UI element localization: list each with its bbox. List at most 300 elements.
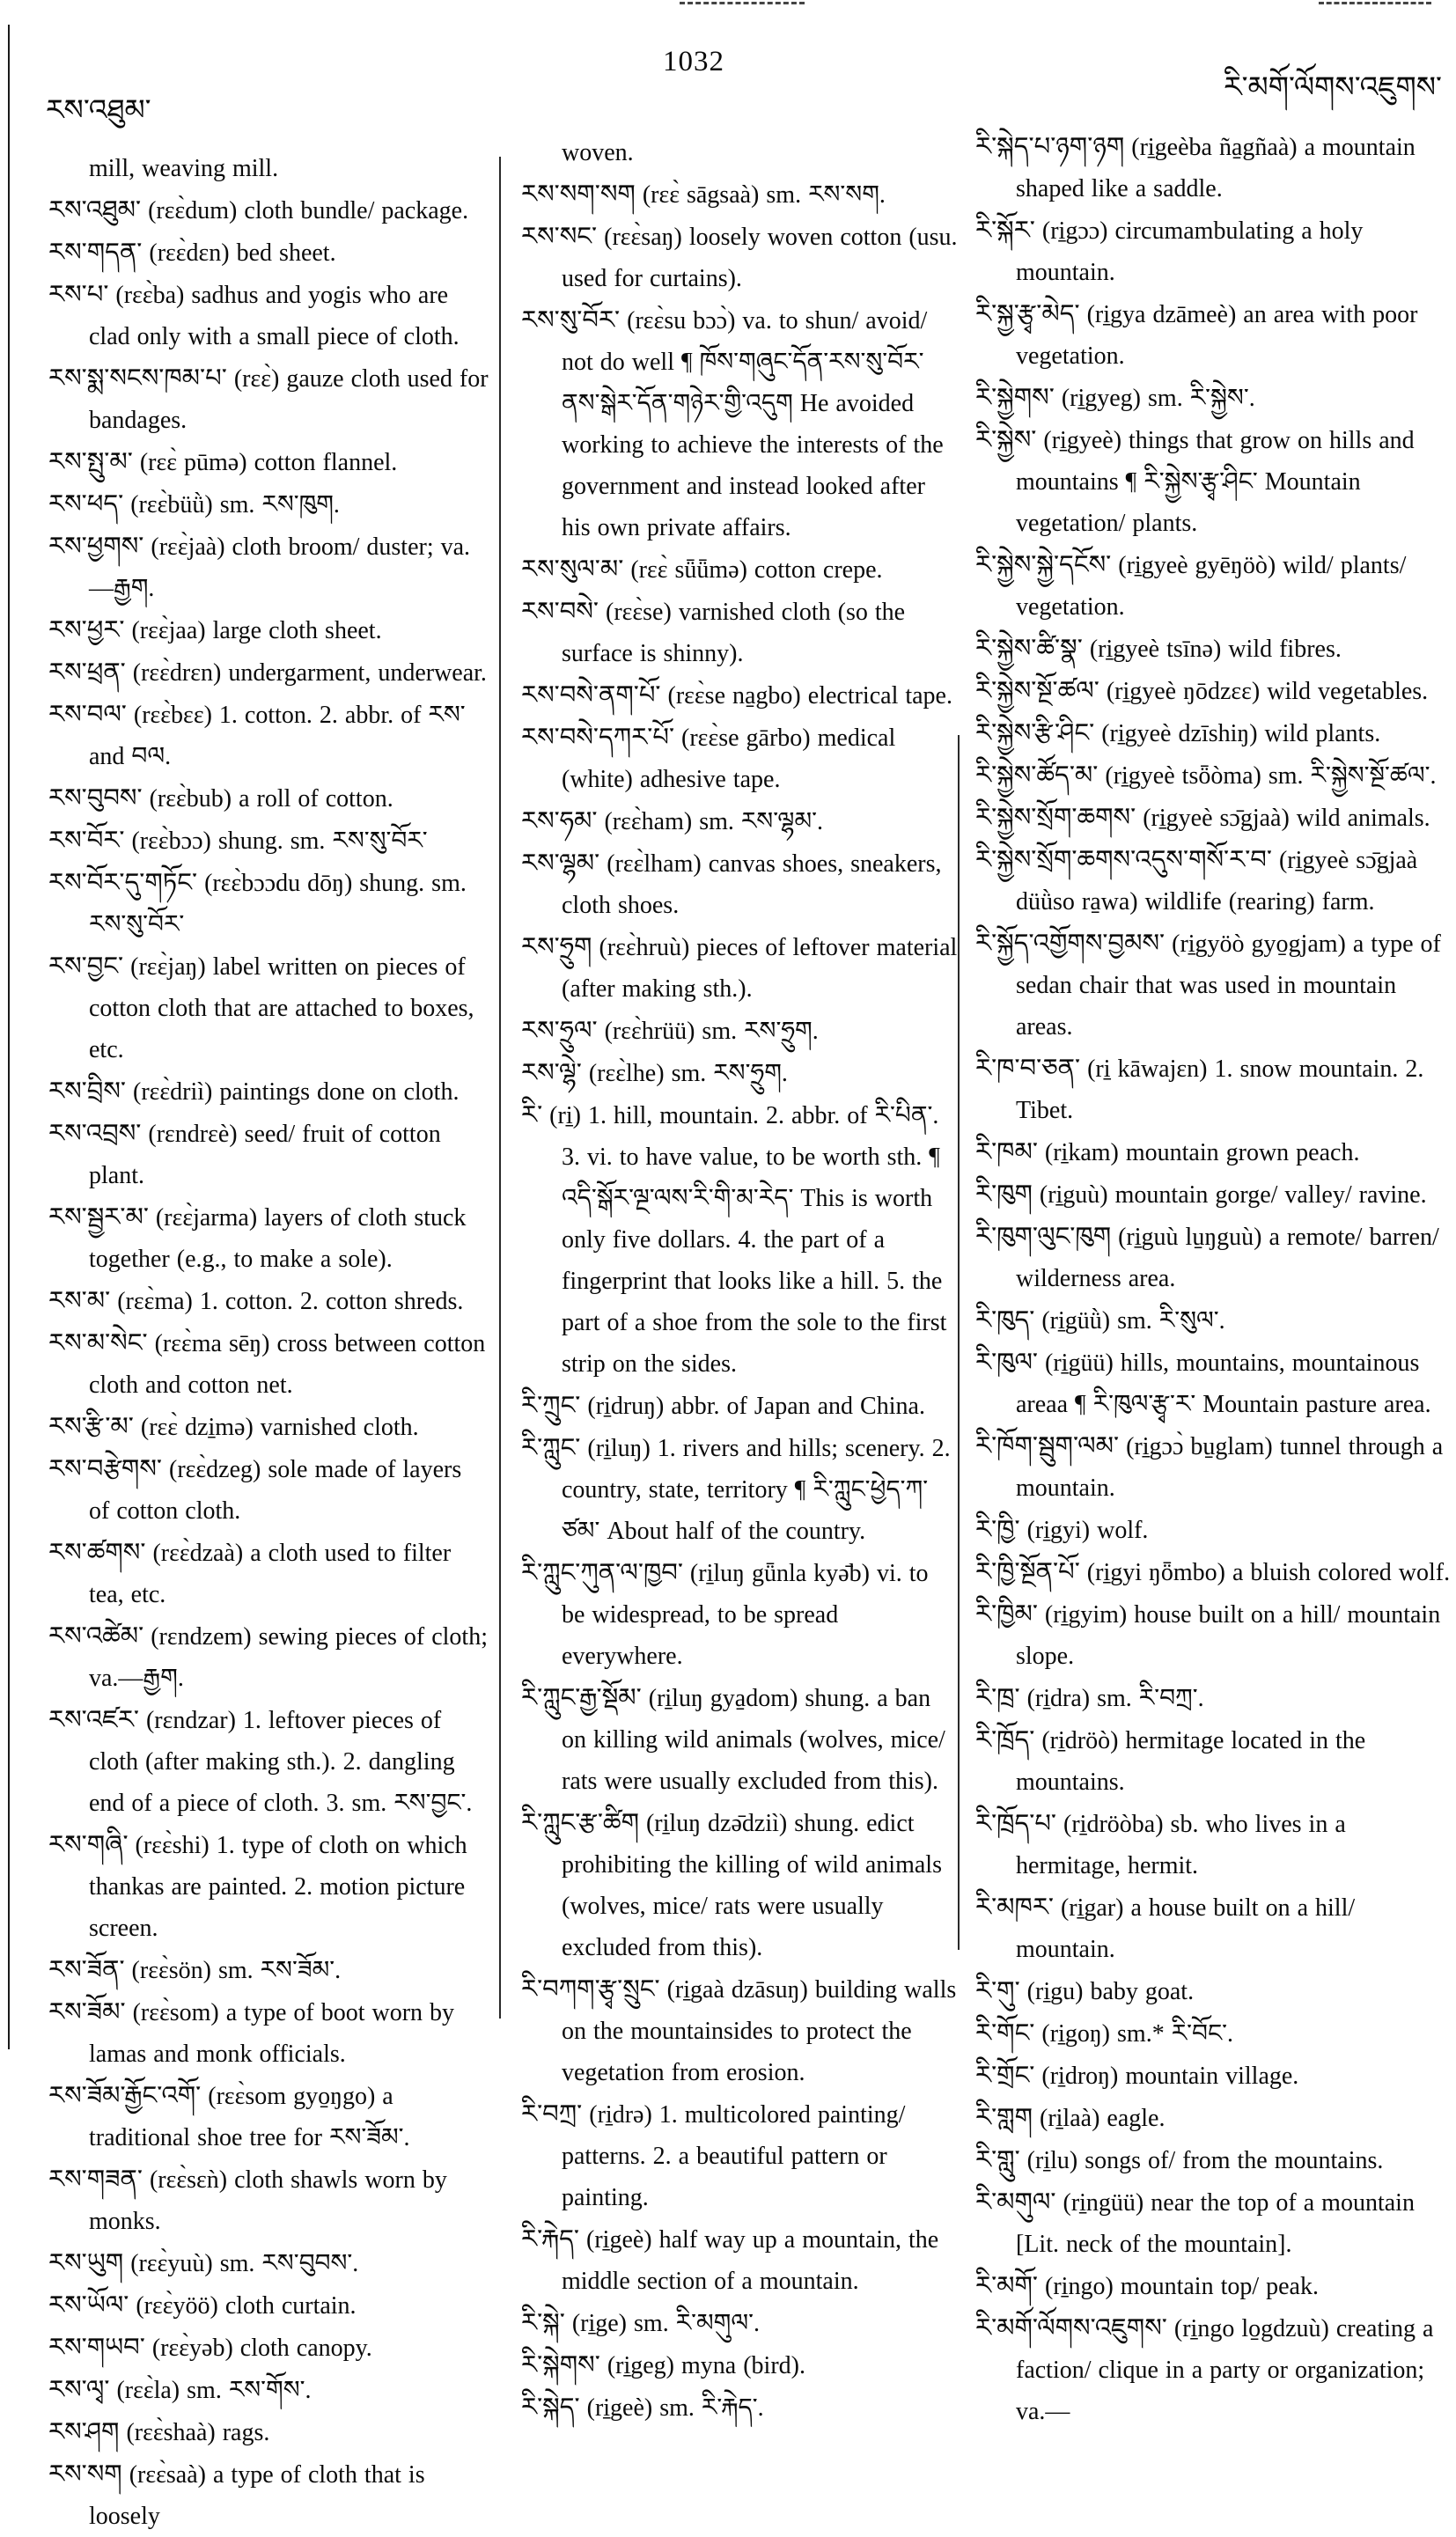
dictionary-entry bbox=[48, 1699, 489, 1824]
dictionary-entry bbox=[48, 1196, 489, 1280]
headword-tibetan: རས་མ་སེང་ bbox=[48, 1327, 148, 1357]
headword-tibetan: རས་འབྲས་ bbox=[48, 1118, 142, 1148]
definition-text: shung. a ban on killing wild animals (wolves, mice/ rats were usually excluded from this). bbox=[562, 1685, 945, 1795]
headword-phonetic: (rɛɛ̀sɛǹ) bbox=[142, 2166, 235, 2194]
headword-phonetic: (ri̱gar) bbox=[1053, 1894, 1131, 1922]
dictionary-entry bbox=[521, 1677, 958, 1802]
dictionary-entry bbox=[521, 2344, 958, 2386]
headword-phonetic: (rɛɛ̀sön) bbox=[124, 1957, 218, 1984]
headword-tibetan: རི་མགོ་ bbox=[975, 2270, 1039, 2300]
dictionary-entry bbox=[975, 2055, 1451, 2097]
dictionary-entry bbox=[48, 232, 489, 274]
headword-tibetan: རས་འཛར་ bbox=[48, 1704, 139, 1734]
definition-text: a type of sedan chair that was used in mountain areas. bbox=[1016, 930, 1441, 1041]
headword-phonetic: (rɛɛ̀dzaà) bbox=[145, 1540, 251, 1567]
headword-tibetan: རི་ཁུག bbox=[975, 1179, 1033, 1209]
headword-tibetan: རས་གཞི་ bbox=[48, 1829, 129, 1859]
headword-phonetic: (ri̱gyeè ŋōdzɛɛ) bbox=[1099, 678, 1268, 705]
headword-phonetic: (ri̱gyöò gyo̱gjam) bbox=[1165, 930, 1353, 958]
headword-tibetan: རས་གཟན་ bbox=[48, 2164, 143, 2194]
definition-text: hermitage located in the mountains. bbox=[1016, 1727, 1366, 1796]
definition-text: cloth canopy. bbox=[239, 2335, 372, 2362]
definition-text: sm. རི་སྐྱེས་. bbox=[1148, 385, 1255, 412]
definition-text: mountain grown peach. bbox=[1125, 1139, 1360, 1166]
definition-text: building walls on the mountainsides to protect the vegetation from erosion. bbox=[562, 1976, 957, 2086]
definition-text: songs of/ from the mountains. bbox=[1085, 2147, 1384, 2174]
dictionary-entry bbox=[521, 1968, 958, 2093]
dictionary-entry bbox=[975, 839, 1451, 923]
headword-phonetic: (rɛɛ̀dɛn) bbox=[142, 239, 237, 267]
headword-tibetan: རི་སྐེད་ bbox=[521, 2392, 580, 2422]
dictionary-entry bbox=[521, 591, 958, 674]
definition-text: wild plants. bbox=[1264, 720, 1381, 747]
headword-tibetan: རས་བརྩེགས་ bbox=[48, 1453, 162, 1483]
headword-phonetic: (ri̱ngo lo̱gdzuù) bbox=[1166, 2315, 1336, 2342]
headword-tibetan: རི་སྐྱེས་རྩི་ཤིང་ bbox=[975, 717, 1095, 747]
headword-phonetic: (rɛɛ̀saà) bbox=[121, 2461, 213, 2489]
definition-text: circumambulating a holy mountain. bbox=[1016, 217, 1364, 286]
definition-text: 1. snow mountain. 2. Tibet. bbox=[1016, 1055, 1424, 1124]
headword-phonetic: (rɛɛ̀yöö) bbox=[129, 2292, 225, 2320]
definition-text: sm. རི་རྐེད་. bbox=[659, 2394, 764, 2422]
headword-tibetan: རས་སང་ bbox=[521, 221, 598, 251]
headword-phonetic: (ri̱gyim) bbox=[1037, 1601, 1135, 1629]
headword-tibetan: རས་སྤུ་མ་ bbox=[48, 446, 133, 476]
definition-text: varnished cloth. bbox=[260, 1414, 419, 1441]
definition-text: house built on a hill/ mountain slope. bbox=[1016, 1601, 1441, 1670]
headword-phonetic: (rɛɛ̀se gārbo) bbox=[674, 724, 818, 752]
headword-tibetan: རས་འཐུམ་ bbox=[48, 195, 142, 224]
headword-tibetan: རི་སྐེ་ bbox=[521, 2307, 565, 2337]
definition-text: large cloth sheet. bbox=[212, 617, 382, 644]
headword-phonetic: (rɛɛ̀ dzi̱mə) bbox=[133, 1414, 261, 1441]
headword-tibetan: རས་འཚེམ་ bbox=[48, 1621, 144, 1651]
headword-phonetic: (rɛɛ̀büǜ) bbox=[123, 491, 220, 518]
definition-text: a roll of cotton. bbox=[239, 785, 393, 813]
headword-tibetan: རི་ཁོག་སྦུག་ལམ་ bbox=[975, 1430, 1120, 1460]
headword-phonetic: (rɛɛ̀) bbox=[226, 365, 287, 393]
definition-text: undergarment, underwear. bbox=[228, 659, 487, 687]
column-divider-1 bbox=[499, 157, 501, 2019]
dictionary-entry bbox=[975, 1173, 1451, 1216]
definition-text: a type of cloth that is loosely bbox=[89, 2461, 425, 2530]
headword-phonetic: (rɛndzar) bbox=[138, 1707, 243, 1734]
definition-text: sm. རས་ཧྲུག. bbox=[702, 1018, 819, 1045]
dictionary-entry bbox=[975, 670, 1451, 712]
headword-phonetic: (ri̱droŋ) bbox=[1034, 2063, 1126, 2090]
dictionary-entry bbox=[48, 1406, 489, 1448]
dictionary-entry bbox=[48, 2242, 489, 2284]
definition-text: creating a faction/ clique in a party or organization; va.— bbox=[1016, 2315, 1434, 2425]
headword-phonetic: (rɛɛ̀som gyo̱ŋgo) bbox=[201, 2083, 383, 2110]
headword-tibetan: རི་མགོ་ལོགས་འཇུགས་ bbox=[975, 2313, 1167, 2342]
headword-phonetic: (ri̱kam) bbox=[1037, 1139, 1126, 1166]
dictionary-entry bbox=[48, 189, 489, 232]
headword-tibetan: རི་ཁྱི་ bbox=[975, 1514, 1020, 1544]
headword-tibetan: རི་སྐྱ་རྩྭ་མེད་ bbox=[975, 298, 1080, 328]
definition-text: paintings done on cloth. bbox=[219, 1078, 460, 1106]
headword-phonetic: (rɛɛ̀driì) bbox=[126, 1078, 220, 1106]
dictionary-entry bbox=[975, 1551, 1451, 1593]
dictionary-entry bbox=[521, 173, 958, 216]
headword-tibetan: རི་གྲོང་ bbox=[975, 2060, 1035, 2090]
definition-text: sm. རི་མགུལ་. bbox=[634, 2310, 761, 2337]
headword-phonetic: (rɛɛ̀ham) bbox=[597, 808, 700, 835]
headword-phonetic: (rɛɛ̀yəb) bbox=[144, 2335, 240, 2362]
dictionary-entry bbox=[521, 800, 958, 842]
headword-phonetic: (ri̱luŋ gǖnla kyə̄b) bbox=[682, 1560, 877, 1587]
headword-tibetan: རས་ཡོལ་ bbox=[48, 2290, 129, 2320]
headword-tibetan: རས་ཟོམ་ bbox=[48, 1997, 126, 2026]
definition-text: mountain village. bbox=[1125, 2063, 1299, 2090]
headword-tibetan: རས་ཕྱར་ bbox=[48, 614, 125, 644]
dictionary-entry bbox=[521, 1385, 958, 1427]
headword-phonetic: (rɛɛ̀jaŋ) bbox=[123, 953, 213, 981]
definition-text: hills, mountains, mountainous areaa ¶ རི་ཁུལ་རྩྭ་ར་ Mountain pasture area. bbox=[1016, 1349, 1431, 1418]
headword-tibetan: རི་ཁྲོད་པ་ bbox=[975, 1808, 1057, 1838]
definition-text: baby goat. bbox=[1090, 1978, 1195, 2005]
dictionary-entry bbox=[521, 674, 958, 717]
headword-phonetic: (rɛɛ̀bɔɔdu dōŋ) bbox=[197, 870, 360, 897]
definition-text: cross between cotton cloth and cotton net. bbox=[89, 1330, 486, 1399]
guide-word-left: རས་འཐུམ་ bbox=[46, 92, 151, 127]
headword-phonetic: (rɛɛ̀som) bbox=[125, 1999, 226, 2026]
definition-text: 1. hill, mountain. 2. abbr. of རི་པིན་. 3. vi. to have value, to be worth sth. ¶ འདི་སྒོར་ལྔ་ལས་རི་གི་མ་རེད་ This is worth only five dollars. 4. the part of a fingerprint that looks like a hill. 5. the part of a shoe from the sole to the first strip on the sides. bbox=[562, 1102, 947, 1378]
headword-tibetan: རས་ཧྲུལ་ bbox=[521, 1015, 598, 1045]
headword-tibetan: རས་གཡབ་ bbox=[48, 2332, 145, 2362]
dictionary-entry bbox=[48, 777, 489, 820]
definition-text: sm. རས་ཧྲུག. bbox=[671, 1060, 788, 1087]
dictionary-entry bbox=[48, 2075, 489, 2158]
headword-phonetic: (rɛɛ̀bɔɔ) bbox=[124, 827, 218, 855]
dictionary-entry bbox=[975, 1131, 1451, 1173]
headword-tibetan: རས་སྨ་སངས་ཁམ་པ་ bbox=[48, 363, 227, 393]
definition-text: sole made of layers of cotton cloth. bbox=[89, 1456, 462, 1525]
definition-text: sm. རས་ཟོམ་. bbox=[217, 1957, 342, 1984]
definition-text: sm. རས་སག. bbox=[766, 181, 886, 209]
headword-phonetic: (ri̱dröòba) bbox=[1056, 1811, 1171, 1838]
headword-phonetic: (ri̱geèba ña̱gñaà) bbox=[1124, 134, 1305, 161]
scan-artifact-dash-right bbox=[1319, 2, 1431, 4]
dictionary-entry bbox=[975, 377, 1451, 419]
definition-text: va. to shun/ avoid/ not do well ¶ ཁོས་གཞུང་དོན་རས་སུ་བོར་ནས་སྒེར་དོན་གཉེར་གྱི་འདུག He avoided working to achieve the interests of the government and instead looked after his own private affairs. bbox=[562, 307, 944, 541]
definition-text: wild fibres. bbox=[1228, 636, 1342, 663]
headword-tibetan: རས་པ་ bbox=[48, 279, 109, 309]
headword-phonetic: (rɛɛ̀lhe) bbox=[581, 1060, 672, 1087]
definition-text: electrical tape. bbox=[807, 682, 952, 710]
dictionary-entry bbox=[521, 2093, 958, 2218]
dictionary-entry bbox=[48, 1280, 489, 1322]
dictionary-entry bbox=[521, 299, 958, 548]
headword-phonetic: (ri̱ngüü) bbox=[1055, 2189, 1151, 2217]
headword-phonetic: (rɛɛ̀jarma) bbox=[148, 1204, 265, 1232]
definition-text: sm. རས་ཁུག. bbox=[219, 491, 340, 518]
headword-phonetic: (rɛɛ̀la) bbox=[109, 2377, 188, 2404]
definition-text: 1. type of cloth on which thankas are painted. 2. motion picture screen. bbox=[89, 1832, 467, 1942]
headword-tibetan: རི་ཁུག་ལུང་ཁུག bbox=[975, 1221, 1112, 1251]
headword-tibetan: རས་ཚགས་ bbox=[48, 1537, 146, 1567]
headword-phonetic: (ri̱luŋ gya̱dom) bbox=[641, 1685, 805, 1712]
definition-text: sadhus and yogis who are clad only with a small piece of cloth. bbox=[89, 282, 460, 350]
headword-tibetan: རི་ཁྱིམ་ bbox=[975, 1599, 1038, 1629]
headword-tibetan: རི་ཁུད་ bbox=[975, 1305, 1035, 1335]
scan-artifact-dash-left bbox=[680, 2, 805, 4]
headword-tibetan: རས་སག་སག bbox=[521, 179, 636, 209]
headword-tibetan: རི་བཀག་རྩྭ་སྲུང་ bbox=[521, 1974, 660, 2004]
headword-phonetic: (ri̱gyeè tsȫòma) bbox=[1098, 762, 1268, 790]
dictionary-entry bbox=[521, 1427, 958, 1552]
dictionary-entry bbox=[48, 2453, 489, 2537]
definition-text: 1. leftover pieces of cloth (after making sth.). 2. dangling end of a piece of cloth. 3. sm. རས་བྱང་. bbox=[89, 1707, 473, 1817]
dictionary-entry bbox=[48, 2411, 489, 2453]
definition-text: sm. རི་སུལ་. bbox=[1117, 1307, 1225, 1335]
dictionary-entry bbox=[48, 609, 489, 651]
definition-text: 1. cotton. 2. cotton shreds. bbox=[199, 1288, 464, 1315]
dictionary-entry bbox=[975, 1342, 1451, 1425]
headword-phonetic: (rɛɛ̀shi) bbox=[128, 1832, 217, 1859]
definition-text: bed sheet. bbox=[236, 239, 336, 267]
headword-tibetan: རི་གླག bbox=[975, 2102, 1033, 2132]
definition-text: gauze cloth used for bandages. bbox=[89, 365, 489, 434]
dictionary-entry bbox=[521, 2302, 958, 2344]
dictionary-entry bbox=[975, 1886, 1451, 1970]
headword-tibetan: རི་སྐྱེས་སྐྱེ་དངོས་ bbox=[975, 549, 1112, 579]
headword-tibetan: རི་སྐྱོད་འགྱོགས་བྱམས་ bbox=[975, 928, 1166, 958]
definition-text: a cloth used to filter tea, etc. bbox=[89, 1540, 452, 1608]
definition-text: 1. rivers and hills; scenery. 2. country, state, territory ¶ རི་ཀླུང་ཕྱེད་ཀ་ཙམ་ About half of the country. bbox=[562, 1435, 951, 1545]
definition-text: layers of cloth stuck together (e.g., to make a sole). bbox=[89, 1204, 467, 1273]
dictionary-entry bbox=[48, 483, 489, 526]
definition-text: seed/ fruit of cotton plant. bbox=[89, 1121, 441, 1189]
page-left-edge-rule bbox=[8, 25, 10, 2049]
definition-text: a type of boot worn by lamas and monk officials. bbox=[89, 1999, 455, 2068]
definition-text: a house built on a hill/ mountain. bbox=[1016, 1894, 1356, 1963]
dictionary-entry bbox=[521, 1552, 958, 1677]
headword-tibetan: རི་སྐྱེས་སྲོག་ཆགས་ bbox=[975, 802, 1136, 832]
headword-tibetan: རི་ bbox=[521, 1099, 543, 1129]
dictionary-entry bbox=[975, 544, 1451, 628]
headword-tibetan: རི་ཀྲུང་ bbox=[521, 1390, 581, 1420]
definition-text: canvas shoes, sneakers, cloth shoes. bbox=[562, 850, 942, 919]
headword-phonetic: (rɛɛ̀jaa) bbox=[124, 617, 213, 644]
headword-tibetan: རི་སྐྱེས་ཚོད་མ་ bbox=[975, 760, 1099, 790]
headword-phonetic: (ri̱gyeè sɔ̄gjaà) bbox=[1136, 805, 1297, 832]
definition-text: vi. to be widespread, to be spread everywhere. bbox=[562, 1560, 929, 1670]
headword-phonetic: (rɛɛ̀shaà) bbox=[119, 2419, 223, 2446]
dictionary-entry bbox=[975, 2139, 1451, 2181]
dictionary-entry bbox=[48, 945, 489, 1070]
headword-phonetic: (ri̱güǜ) bbox=[1034, 1307, 1118, 1335]
dictionary-entry bbox=[975, 1048, 1451, 1131]
headword-tibetan: རས་ཡུག bbox=[48, 2247, 124, 2277]
headword-phonetic: (rɛɛ̀bɛɛ) bbox=[126, 702, 219, 729]
headword-tibetan: རི་ཀླུང་ཀུན་ལ་ཁྱབ་ bbox=[521, 1557, 683, 1587]
headword-phonetic: (ri̱ge) bbox=[564, 2310, 635, 2337]
headword-phonetic: (ri̱güü) bbox=[1038, 1349, 1121, 1377]
headword-tibetan: རས་ལྭ་ bbox=[48, 2374, 110, 2404]
definition-text: sm. རས་ལྷམ་. bbox=[699, 808, 823, 835]
dictionary-entry bbox=[521, 1802, 958, 1968]
headword-tibetan: རས་སུལ་མ་ bbox=[521, 554, 624, 584]
dictionary-entry bbox=[48, 694, 489, 777]
dictionary-entry bbox=[521, 842, 958, 926]
dictionary-entry bbox=[48, 1448, 489, 1532]
dictionary-entry bbox=[975, 1593, 1451, 1677]
dictionary-entry bbox=[48, 1949, 489, 1991]
definition-text: sm. རི་སྐྱེས་སྔོ་ཚལ་. bbox=[1268, 762, 1437, 790]
definition-text: loosely woven cotton (usu. used for curtains). bbox=[562, 224, 958, 292]
column-1 bbox=[48, 148, 489, 2537]
dictionary-entry bbox=[48, 1824, 489, 1949]
headword-tibetan: རས་བྱང་ bbox=[48, 951, 124, 981]
headword-tibetan: རི་སྐྱེས་སྲོག་ཆགས་འདུས་གསོ་ར་བ་ bbox=[975, 844, 1272, 874]
headword-phonetic: (rɛɛ̀su bɔɔ̀) bbox=[620, 307, 743, 335]
definition-text: a bluish colored wolf. bbox=[1232, 1559, 1451, 1586]
definition-text: mountain gorge/ valley/ ravine. bbox=[1114, 1181, 1427, 1209]
headword-phonetic: (rɛɛ̀jaà) bbox=[143, 533, 232, 561]
headword-phonetic: (ri̱luŋ) bbox=[580, 1435, 658, 1462]
dictionary-entry bbox=[975, 712, 1451, 754]
headword-tibetan: རས་བོར་ bbox=[48, 825, 125, 855]
headword-tibetan: རི་མཁར་ bbox=[975, 1892, 1054, 1922]
definition-text: sm. རས་བུབས་. bbox=[219, 2250, 359, 2277]
entry-continuation: mill, weaving mill. bbox=[89, 155, 279, 182]
dictionary-entry bbox=[975, 2307, 1451, 2432]
dictionary-entry bbox=[48, 357, 489, 441]
dictionary-entry bbox=[48, 441, 489, 483]
headword-tibetan: རི་གུ་ bbox=[975, 1975, 1020, 2005]
definition-text: 1. multicolored painting/ patterns. 2. a beautiful pattern or painting. bbox=[562, 2101, 906, 2211]
headword-tibetan: རི་སྐེགས་ bbox=[521, 2349, 600, 2379]
headword-phonetic: (ri̱druŋ) bbox=[580, 1393, 672, 1420]
dictionary-entry bbox=[975, 754, 1451, 797]
headword-phonetic: (rɛɛ̀se) bbox=[599, 599, 679, 626]
dictionary-entry bbox=[975, 1677, 1451, 1719]
dictionary-entry bbox=[48, 862, 489, 945]
headword-phonetic: (ri̱guù lu̱ŋguù) bbox=[1111, 1224, 1269, 1251]
headword-phonetic: (rɛɛ̀ba) bbox=[108, 282, 192, 309]
headword-phonetic: (ri̱gyi) bbox=[1019, 1517, 1098, 1544]
definition-text: sb. who lives in a hermitage, hermit. bbox=[1016, 1811, 1346, 1879]
dictionary-entry bbox=[975, 1425, 1451, 1509]
headword-phonetic: (rɛɛ̀dzeg) bbox=[162, 1456, 268, 1483]
dictionary-entry bbox=[48, 1615, 489, 1699]
column-divider-2 bbox=[958, 735, 960, 1950]
headword-phonetic: (ri̱guù) bbox=[1032, 1181, 1115, 1209]
headword-phonetic: (rɛɛ̀lham) bbox=[599, 850, 709, 878]
definition-text: eagle. bbox=[1107, 2105, 1166, 2132]
definition-text: sm. རས་གོས་. bbox=[187, 2377, 312, 2404]
headword-tibetan: རི་སྐེད་པ་ཉག་ཉག bbox=[975, 131, 1125, 161]
definition-text: cotton flannel. bbox=[254, 449, 398, 476]
headword-phonetic: (rɛɛ̀hrüü) bbox=[597, 1018, 702, 1045]
headword-phonetic: (ri̱gyeè) bbox=[1036, 427, 1129, 454]
dictionary-entry bbox=[48, 274, 489, 357]
definition-text: shung. edict prohibiting the killing of wild animals (wolves, mice/ rats were usually excluded from this). bbox=[562, 1810, 942, 1961]
dictionary-entry bbox=[975, 2097, 1451, 2139]
headword-tibetan: རས་ཧམ་ bbox=[521, 805, 598, 835]
headword-tibetan: རས་སྦྱར་མ་ bbox=[48, 1202, 149, 1232]
headword-tibetan: རི་སྐྱེས་ཚི་སྣ་ bbox=[975, 633, 1083, 663]
definition-text: myna (bird). bbox=[681, 2352, 805, 2379]
headword-tibetan: རས་ཟོན་ bbox=[48, 1954, 125, 1984]
definition-text: rags. bbox=[222, 2419, 270, 2446]
definition-text: sm.* རི་བོང་. bbox=[1117, 2020, 1233, 2048]
definition-text: an area with poor vegetation. bbox=[1016, 301, 1418, 370]
definition-text: cloth broom/ duster; va.—རྒྱག. bbox=[89, 533, 471, 602]
headword-phonetic: (rɛɛ̀bub) bbox=[142, 785, 239, 813]
headword-phonetic: (rɛɛ̀yuù) bbox=[123, 2250, 220, 2277]
headword-phonetic: (ri̱ngo) bbox=[1038, 2273, 1121, 2300]
dictionary-entry bbox=[521, 1052, 958, 1094]
headword-tibetan: རས་ཟོམ་རྒྱོང་འགོ་ bbox=[48, 2080, 202, 2110]
definition-text: pieces of leftover material (after making sth.). bbox=[562, 934, 958, 1003]
headword-phonetic: (ri̱gu) bbox=[1019, 1978, 1091, 2005]
definition-text: wildlife (rearing) farm. bbox=[1144, 888, 1375, 916]
headword-tibetan: རི་རྐེད་ bbox=[521, 2224, 580, 2254]
dictionary-entry bbox=[975, 2181, 1451, 2265]
dictionary-entry bbox=[48, 1532, 489, 1615]
dictionary-entry bbox=[48, 2369, 489, 2411]
definition-text: half way up a mountain, the middle section of a mountain. bbox=[562, 2226, 939, 2295]
column-2 bbox=[521, 132, 958, 2429]
dictionary-entry bbox=[521, 926, 958, 1010]
headword-tibetan: རས་བུབས་ bbox=[48, 783, 143, 813]
dictionary-entry bbox=[975, 126, 1451, 210]
headword-phonetic: (rɛndzem) bbox=[143, 1623, 259, 1651]
dictionary-entry bbox=[48, 1322, 489, 1406]
headword-phonetic: (rɛɛ̀saŋ) bbox=[597, 224, 689, 251]
headword-tibetan: རས་མ་ bbox=[48, 1285, 111, 1315]
headword-tibetan: རས་བོར་དུ་གཏོང་ bbox=[48, 867, 198, 897]
dictionary-entry bbox=[975, 1509, 1451, 1551]
definition-text: 1. cotton. 2. abbr. of རས་ and བལ. bbox=[89, 702, 466, 770]
headword-phonetic: (ri̱geè) bbox=[579, 2394, 660, 2422]
dictionary-entry bbox=[521, 1010, 958, 1052]
headword-phonetic: (rɛndrɛè) bbox=[141, 1121, 245, 1148]
headword-tibetan: རས་ཧྲུག bbox=[521, 931, 592, 961]
headword-tibetan: རི་སྐོར་ bbox=[975, 215, 1035, 245]
definition-text: wild animals. bbox=[1296, 805, 1430, 832]
headword-tibetan: རི་ཁ་བ་ཅན་ bbox=[975, 1053, 1081, 1083]
dictionary-entry bbox=[48, 2158, 489, 2242]
headword-phonetic: (ri̱lu) bbox=[1019, 2147, 1085, 2174]
headword-tibetan: རི་ཁྲ་ bbox=[975, 1682, 1020, 1712]
dictionary-entry bbox=[521, 548, 958, 591]
definition-text: a traditional shoe tree for རས་ཟོམ་. bbox=[89, 2083, 410, 2151]
headword-phonetic: (ri̱gaà dzāsuŋ) bbox=[659, 1976, 815, 2004]
page-number: 1032 bbox=[663, 46, 724, 77]
headword-phonetic: (ri̱geg) bbox=[599, 2352, 682, 2379]
headword-phonetic: (ri̱gyeè gyēŋöò) bbox=[1111, 552, 1283, 579]
headword-phonetic: (rɛɛ̀ sāgsaà) bbox=[635, 181, 767, 209]
dictionary-entry bbox=[48, 651, 489, 694]
headword-tibetan: རས་བྲིས་ bbox=[48, 1076, 126, 1106]
dictionary-entry bbox=[521, 1094, 958, 1385]
headword-tibetan: རི་གླུ་ bbox=[975, 2144, 1020, 2174]
definition-text: cloth bundle/ package. bbox=[244, 197, 469, 224]
dictionary-entry bbox=[48, 1070, 489, 1113]
dictionary-entry bbox=[975, 923, 1451, 1048]
headword-phonetic: (ri̱gyeè dzīshiŋ) bbox=[1094, 720, 1265, 747]
definition-text: near the top of a mountain [Lit. neck of the mountain]. bbox=[1016, 2189, 1415, 2258]
dictionary-entry bbox=[975, 1216, 1451, 1299]
dictionary-entry bbox=[975, 210, 1451, 293]
dictionary-entry bbox=[521, 2386, 958, 2429]
headword-tibetan: རས་ཕྲན་ bbox=[48, 657, 126, 687]
headword-tibetan: རི་སྐྱེས་སྔོ་ཚལ་ bbox=[975, 675, 1099, 705]
headword-phonetic: (ri̱ kāwajɛn) bbox=[1080, 1055, 1215, 1083]
